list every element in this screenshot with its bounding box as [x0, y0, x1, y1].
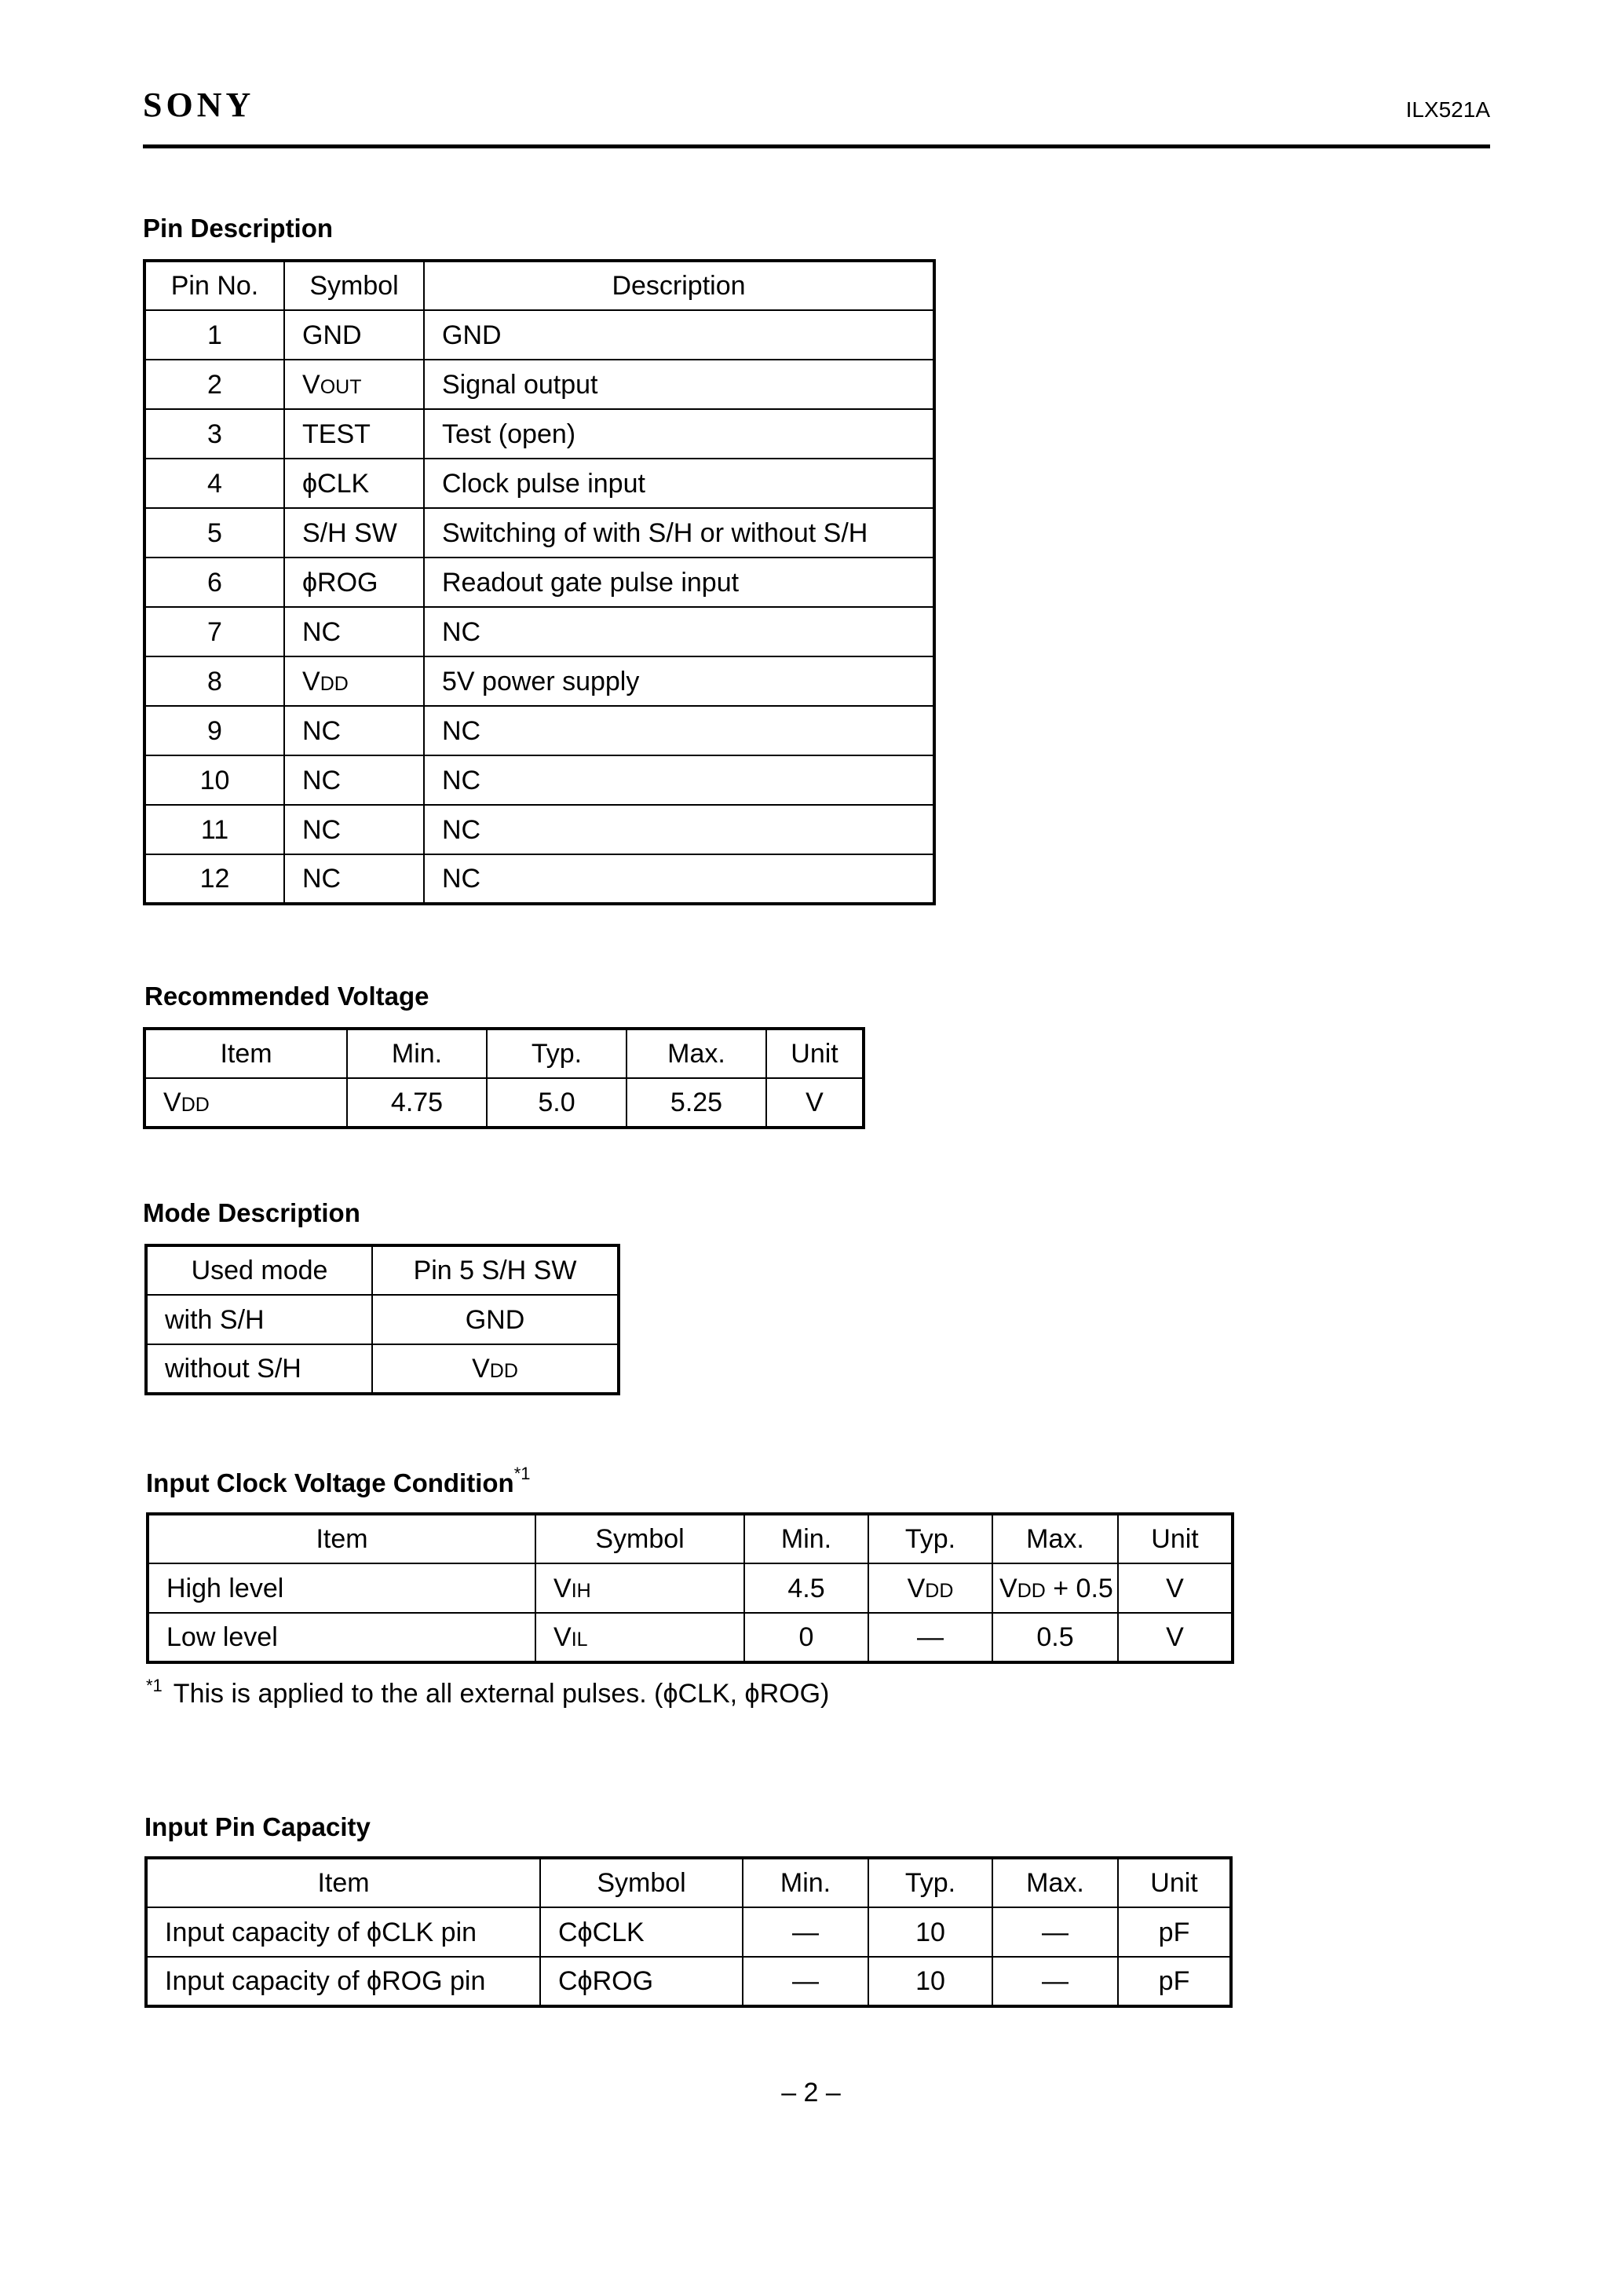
column-header: Unit	[1118, 1514, 1233, 1563]
table-cell: 7	[144, 607, 284, 656]
voltage-header-row	[144, 1029, 864, 1078]
table-cell: NC	[424, 755, 934, 805]
input-clock-table	[146, 1512, 1234, 1664]
mode-description-table	[144, 1244, 620, 1395]
table-cell: VDD	[372, 1344, 619, 1394]
table-cell: 8	[144, 656, 284, 706]
column-header: Max.	[992, 1858, 1118, 1907]
table-cell: VDD	[284, 656, 424, 706]
pin-row	[144, 805, 934, 854]
table-cell: 5.0	[487, 1078, 627, 1128]
column-header: Symbol	[284, 261, 424, 310]
table-cell: 2	[144, 360, 284, 409]
table-cell: 6	[144, 558, 284, 607]
table-cell: 4.5	[744, 1563, 868, 1613]
table-cell: 5	[144, 508, 284, 558]
pin-row	[144, 558, 934, 607]
table-cell: 1	[144, 310, 284, 360]
input-pin-capacity-title: Input Pin Capacity	[144, 1812, 371, 1841]
table-cell: 11	[144, 805, 284, 854]
mode-row	[146, 1344, 619, 1394]
recommended-voltage-title: Recommended Voltage	[144, 982, 429, 1011]
input-clock-title	[146, 1464, 531, 1497]
table-cell: VDD + 0.5	[992, 1563, 1118, 1613]
table-cell: High level	[148, 1563, 535, 1613]
clock-header-row	[148, 1514, 1233, 1563]
table-cell: NC	[284, 706, 424, 755]
table-cell: 9	[144, 706, 284, 755]
table-cell: Readout gate pulse input	[424, 558, 934, 607]
column-header: Min.	[743, 1858, 868, 1907]
pin-row	[144, 755, 934, 805]
column-header: Unit	[1118, 1858, 1231, 1907]
table-cell: 0	[744, 1613, 868, 1662]
table-cell: Signal output	[424, 360, 934, 409]
column-header: Symbol	[540, 1858, 743, 1907]
table-cell: V	[1118, 1613, 1233, 1662]
table-cell: NC	[424, 607, 934, 656]
table-cell: Test (open)	[424, 409, 934, 459]
column-header: Typ.	[487, 1029, 627, 1078]
capacity-row	[146, 1957, 1231, 2006]
table-cell: —	[743, 1957, 868, 2006]
table-cell: Low level	[148, 1613, 535, 1662]
pin-row	[144, 607, 934, 656]
table-cell: Input capacity of ϕCLK pin	[146, 1907, 540, 1957]
table-cell: 10	[868, 1957, 992, 2006]
input-clock-title-text: Input Clock Voltage Condition	[146, 1468, 514, 1497]
column-header: Symbol	[535, 1514, 744, 1563]
table-cell: pF	[1118, 1907, 1231, 1957]
capacity-row	[146, 1907, 1231, 1957]
column-header: Unit	[766, 1029, 864, 1078]
table-cell: V	[766, 1078, 864, 1128]
clock-row	[148, 1563, 1233, 1613]
table-cell: —	[743, 1907, 868, 1957]
table-cell: —	[992, 1907, 1118, 1957]
input-clock-title-note: *1	[513, 1464, 531, 1483]
table-cell: NC	[284, 755, 424, 805]
column-header: Typ.	[868, 1858, 992, 1907]
pin-row	[144, 508, 934, 558]
table-cell: without S/H	[146, 1344, 372, 1394]
column-header: Pin 5 S/H SW	[372, 1245, 619, 1295]
table-cell: Input capacity of ϕROG pin	[146, 1957, 540, 2006]
pin-row	[144, 854, 934, 904]
table-cell: S/H SW	[284, 508, 424, 558]
brand-logo: SONY	[143, 86, 255, 124]
mode-header-row	[146, 1245, 619, 1295]
pin-row	[144, 409, 934, 459]
table-cell: Clock pulse input	[424, 459, 934, 508]
input-clock-footnote	[146, 1676, 830, 1709]
column-header: Max.	[627, 1029, 766, 1078]
column-header: Used mode	[146, 1245, 372, 1295]
table-cell: NC	[284, 854, 424, 904]
footnote-mark: *1	[146, 1676, 163, 1695]
pin-row	[144, 310, 934, 360]
table-cell: with S/H	[146, 1295, 372, 1344]
column-header: Pin No.	[144, 261, 284, 310]
table-cell: V	[1118, 1563, 1233, 1613]
table-cell: 10	[144, 755, 284, 805]
table-cell: 5V power supply	[424, 656, 934, 706]
table-cell: 3	[144, 409, 284, 459]
header-rule	[143, 144, 1490, 148]
table-cell: 5.25	[627, 1078, 766, 1128]
table-cell: —	[868, 1613, 992, 1662]
pin-description-title: Pin Description	[143, 214, 334, 243]
table-cell: GND	[424, 310, 934, 360]
table-cell: VIL	[535, 1613, 744, 1662]
input-pin-capacity-table	[144, 1856, 1233, 2008]
table-cell: —	[992, 1957, 1118, 2006]
table-cell: pF	[1118, 1957, 1231, 2006]
table-cell: NC	[424, 706, 934, 755]
table-cell: GND	[372, 1295, 619, 1344]
clock-row	[148, 1613, 1233, 1662]
table-cell: TEST	[284, 409, 424, 459]
column-header: Max.	[992, 1514, 1118, 1563]
table-cell: VDD	[868, 1563, 992, 1613]
table-cell: CϕROG	[540, 1957, 743, 2006]
voltage-row	[144, 1078, 864, 1128]
table-cell: 4	[144, 459, 284, 508]
table-cell: 10	[868, 1907, 992, 1957]
table-cell: 4.75	[347, 1078, 487, 1128]
pin-row	[144, 656, 934, 706]
table-cell: NC	[424, 805, 934, 854]
table-cell: NC	[284, 607, 424, 656]
table-cell: 0.5	[992, 1613, 1118, 1662]
table-cell: VDD	[144, 1078, 347, 1128]
column-header: Item	[146, 1858, 540, 1907]
table-cell: NC	[284, 805, 424, 854]
table-cell: VOUT	[284, 360, 424, 409]
pin-header-row	[144, 261, 934, 310]
pin-description-table	[143, 259, 936, 905]
pin-row	[144, 706, 934, 755]
pin-row	[144, 360, 934, 409]
table-cell: CϕCLK	[540, 1907, 743, 1957]
recommended-voltage-table	[143, 1027, 865, 1129]
mode-description-title: Mode Description	[143, 1198, 360, 1227]
column-header: Min.	[347, 1029, 487, 1078]
table-cell: 12	[144, 854, 284, 904]
table-cell: GND	[284, 310, 424, 360]
table-cell: ϕROG	[284, 558, 424, 607]
column-header: Typ.	[868, 1514, 992, 1563]
footnote-text: This is applied to the all external pulses. (ϕCLK, ϕROG)	[173, 1679, 830, 1709]
page-number: – 2 –	[781, 2078, 841, 2108]
document-code: ILX521A	[1405, 97, 1490, 122]
column-header: Description	[424, 261, 934, 310]
mode-row	[146, 1295, 619, 1344]
capacity-header-row	[146, 1858, 1231, 1907]
column-header: Min.	[744, 1514, 868, 1563]
table-cell: NC	[424, 854, 934, 904]
column-header: Item	[148, 1514, 535, 1563]
table-cell: ϕCLK	[284, 459, 424, 508]
table-cell: Switching of with S/H or without S/H	[424, 508, 934, 558]
pin-row	[144, 459, 934, 508]
table-cell: VIH	[535, 1563, 744, 1613]
column-header: Item	[144, 1029, 347, 1078]
